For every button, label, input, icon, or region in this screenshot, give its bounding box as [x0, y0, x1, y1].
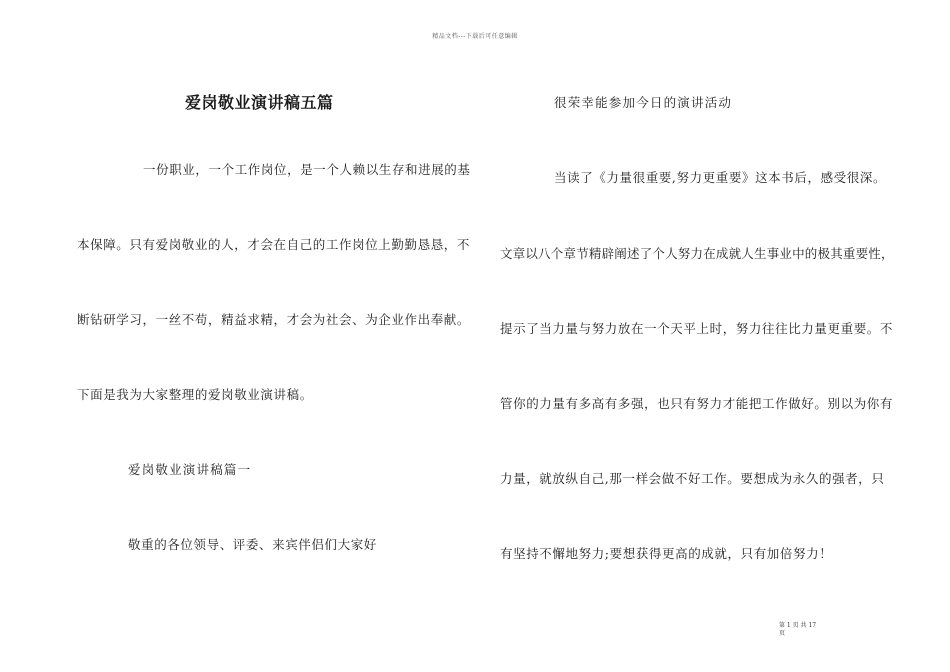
page-number-line: 第 1 页 共 17	[779, 622, 817, 629]
paragraph-line: 一份职业，一个工作岗位，是一个人赖以生存和进展的基	[143, 162, 471, 177]
paragraph-line: 力量，就放纵自己,那一样会做不好工作。要想成为永久的强者，只	[500, 471, 885, 486]
page-number-line: 页	[779, 630, 786, 637]
header-note: 精品文档---下载后可任意编辑	[432, 33, 518, 40]
paragraph-line: 提示了当力量与努力放在一个天平上时，努力往往比力量更重要。不	[500, 321, 894, 336]
page-number	[779, 622, 839, 638]
document-title: 爱岗敬业演讲稿五篇	[185, 93, 334, 112]
paragraph-line: 本保障。只有爱岗敬业的人，才会在自己的工作岗位上勤勤恳恳，不	[77, 237, 471, 252]
paragraph-line: 敬重的各位领导、评委、来宾伴侣们大家好	[128, 537, 377, 552]
paragraph-line: 管你的力量有多高有多强，也只有努力才能把工作做好。别以为你有	[500, 396, 894, 411]
paragraph-line: 很荣幸能参加今日的演讲活动	[554, 95, 733, 110]
paragraph-line: 有坚持不懈地努力;要想获得更高的成就，只有加倍努力！	[500, 546, 833, 561]
section-heading: 爱岗敬业演讲稿篇一	[128, 462, 252, 477]
paragraph-line: 下面是我为大家整理的爱岗敬业演讲稿。	[77, 387, 313, 402]
paragraph-line: 断钻研学习，一丝不苟，精益求精，才会为社会、为企业作出奉献。	[77, 312, 471, 327]
paragraph-line: 当读了《力量很重要,努力更重要》这本书后，感受很深。	[554, 170, 887, 185]
paragraph-line: 文章以八个章节精辟阐述了个人努力在成就人生事业中的极其重要性，	[500, 246, 894, 261]
